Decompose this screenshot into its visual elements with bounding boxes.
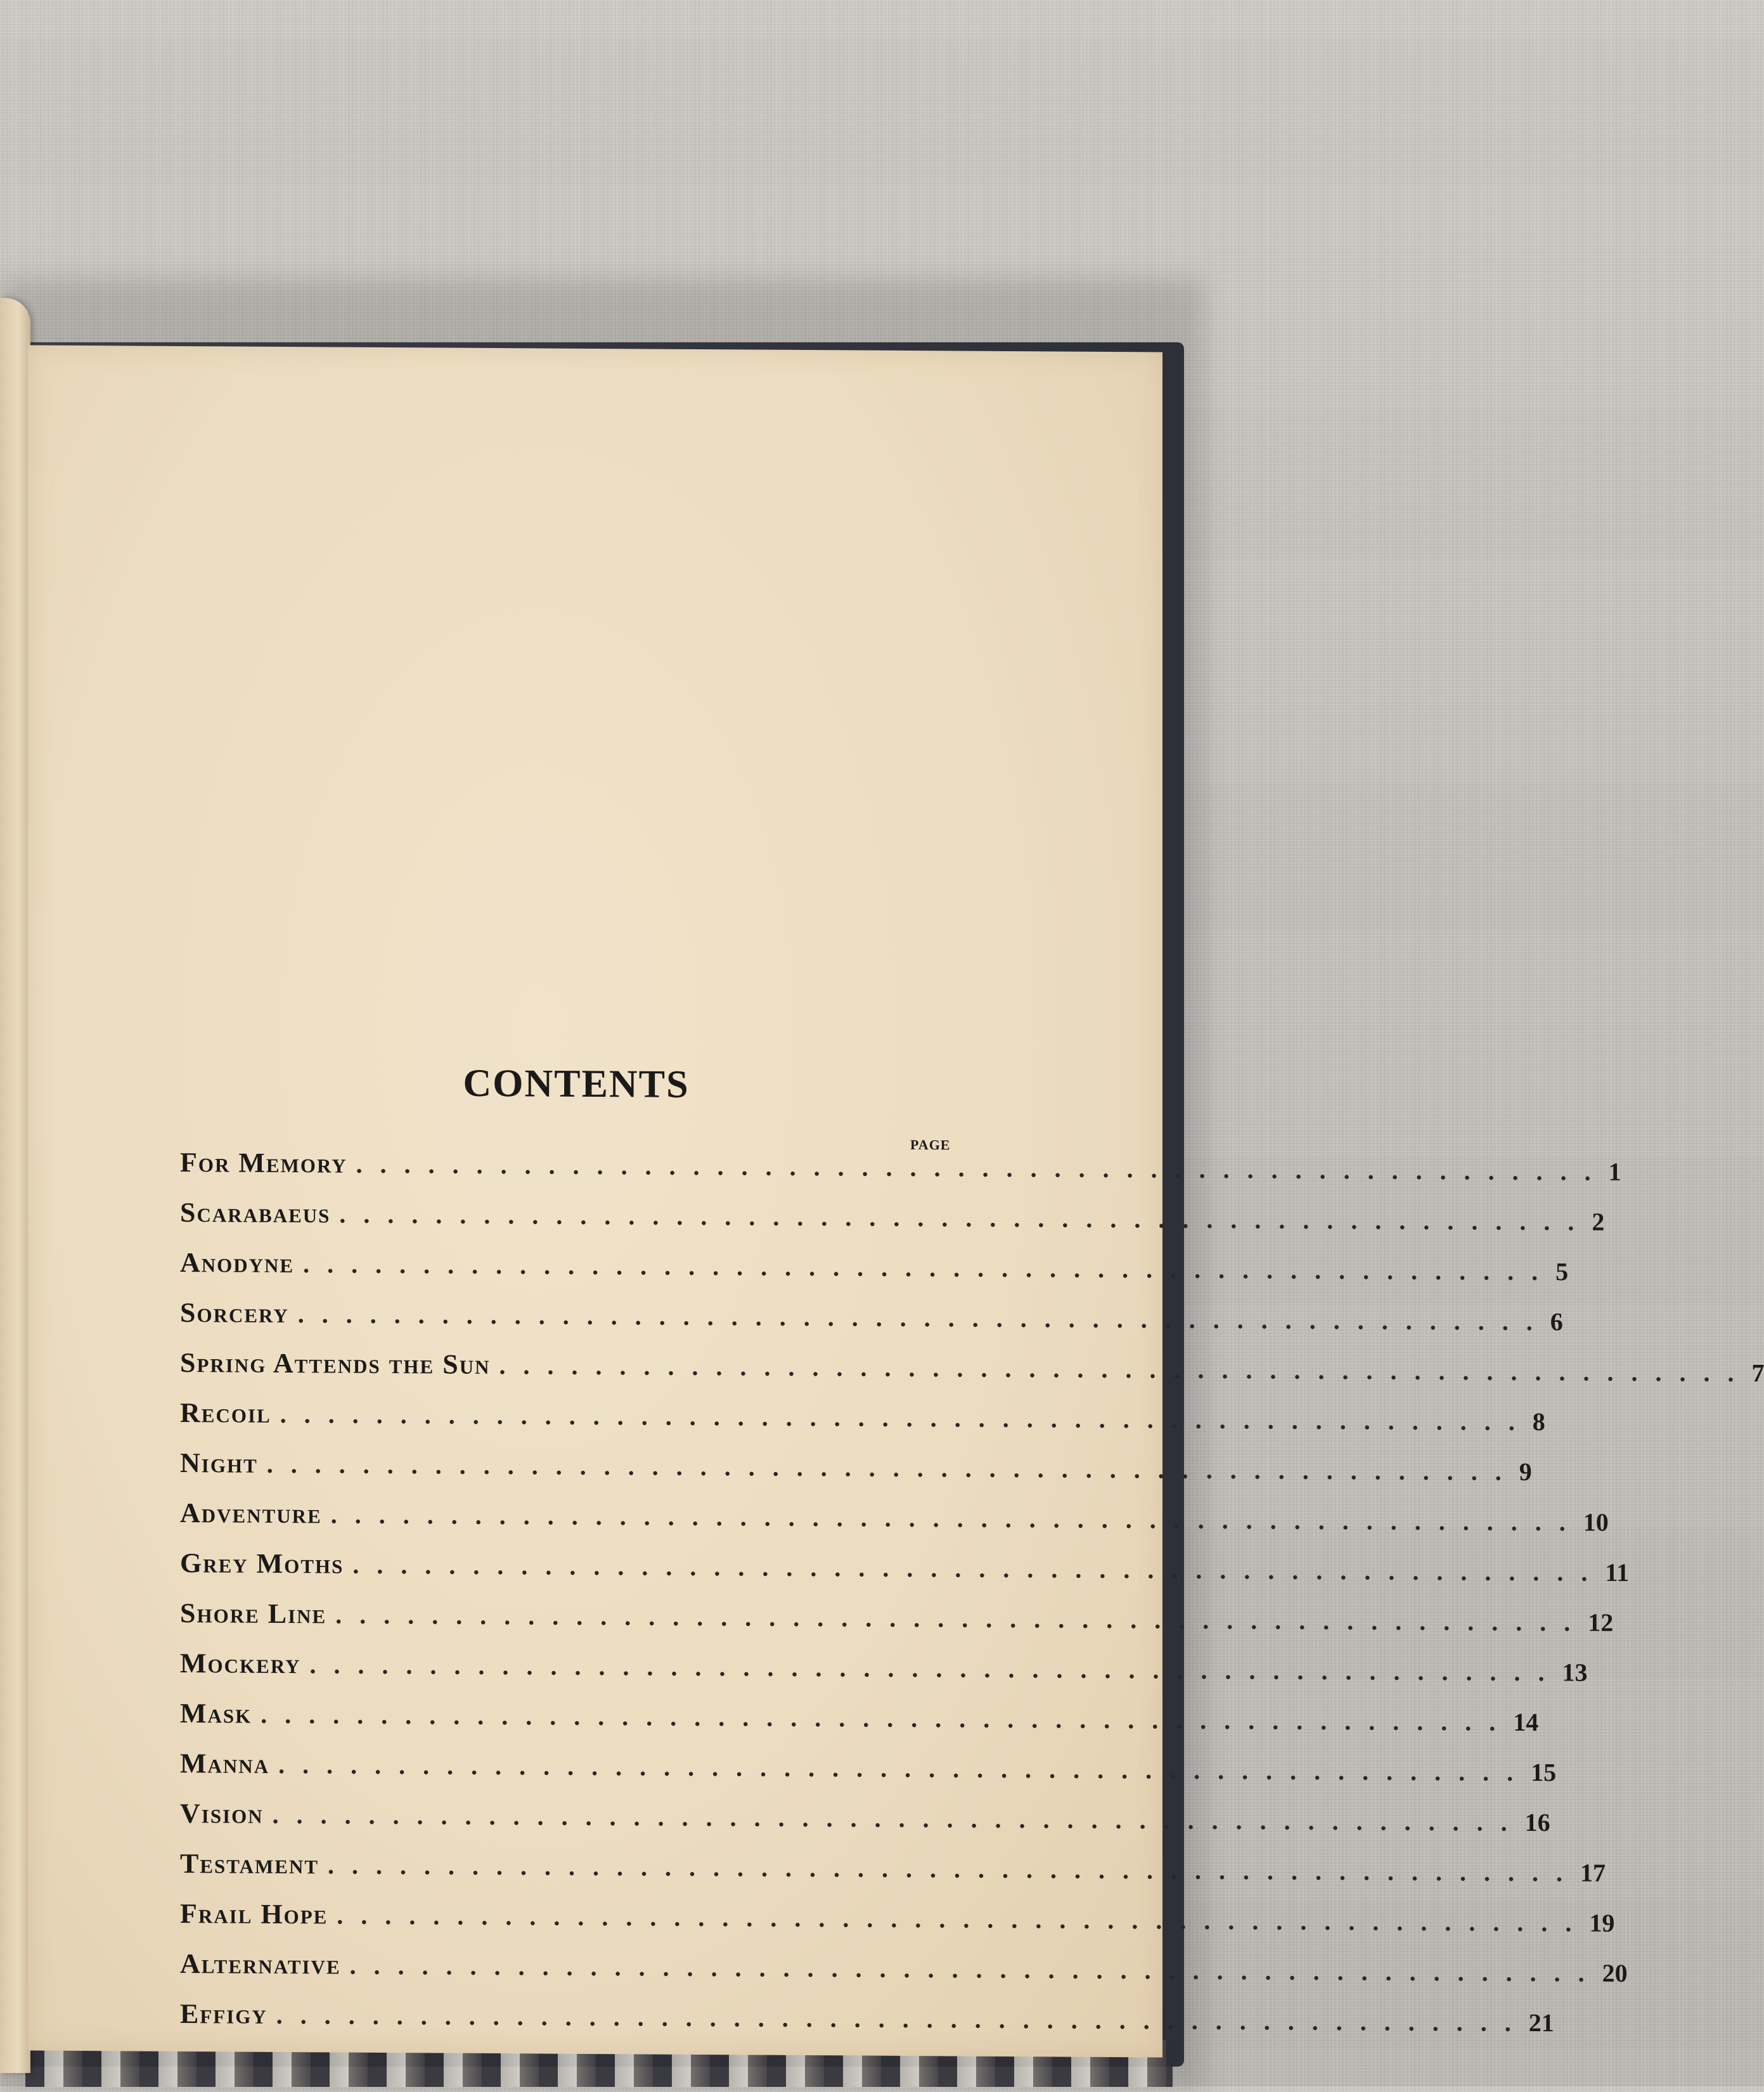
toc-entry-page: 2 xyxy=(1592,1207,1605,1236)
toc-entry-title: Frail Hope xyxy=(180,1897,328,1930)
dot-leader: .................................................... xyxy=(335,1600,1588,1637)
dot-leader: .................................................... xyxy=(309,1650,1562,1687)
toc-entry xyxy=(180,1897,1615,1953)
toc-entry-title: Night xyxy=(180,1447,258,1479)
toc-entry-title: Anodyne xyxy=(180,1246,295,1279)
book-page xyxy=(28,345,1764,2058)
dot-leader: .................................................... xyxy=(339,1199,1592,1236)
toc-entry xyxy=(180,1547,1630,1602)
toc-entry-title: Spring Attends the Sun xyxy=(180,1346,491,1380)
toc-entry-page: 16 xyxy=(1524,1807,1550,1837)
toc-entry-page: 5 xyxy=(1555,1257,1569,1286)
toc-entry xyxy=(180,1947,1628,2003)
toc-entry xyxy=(180,1797,1550,1852)
toc-entry-title: Mask xyxy=(180,1697,252,1729)
toc-entry-page: 21 xyxy=(1528,2008,1554,2037)
toc-entry-title: Effigy xyxy=(180,1998,267,2030)
contents-heading: CONTENTS xyxy=(463,1061,690,1106)
toc-entry-page: 9 xyxy=(1519,1457,1532,1487)
toc-entry xyxy=(180,1697,1539,1752)
dot-leader: .................................................... xyxy=(328,1850,1581,1887)
toc-entry-title: Alternative xyxy=(180,1947,341,1980)
toc-entry xyxy=(180,1246,1569,1301)
toc-entry-page: 14 xyxy=(1513,1707,1539,1737)
toc-entry-title: Mockery xyxy=(180,1647,301,1680)
toc-entry-title: Shore Line xyxy=(180,1597,327,1630)
toc-entry xyxy=(180,1747,1557,1802)
toc-entry-page: 7 xyxy=(1751,1359,1764,1388)
toc-entry xyxy=(180,1296,1563,1352)
toc-entry-page: 17 xyxy=(1580,1858,1606,1887)
toc-entry xyxy=(180,1998,1554,2053)
toc-entry-title: For Memory xyxy=(180,1146,347,1179)
toc-entry-page: 19 xyxy=(1589,1908,1615,1937)
toc-entry xyxy=(180,1196,1605,1251)
dot-leader: .................................................... xyxy=(272,1800,1525,1837)
toc-entry-title: Manna xyxy=(180,1747,270,1779)
dot-leader: .................................................... xyxy=(280,1399,1533,1437)
toc-entry-page: 12 xyxy=(1588,1608,1614,1637)
dot-leader: .................................................... xyxy=(356,1149,1609,1186)
dot-leader: .................................................... xyxy=(297,1300,1550,1336)
dot-leader: .................................................... xyxy=(303,1249,1556,1286)
toc-entry-page: 8 xyxy=(1532,1407,1545,1437)
dot-leader: .................................................... xyxy=(266,1449,1519,1486)
dot-leader: .................................................... xyxy=(337,1901,1590,1937)
toc-entry-page: 10 xyxy=(1583,1508,1609,1537)
toc-entry xyxy=(180,1447,1532,1502)
toc-entry xyxy=(180,1397,1545,1452)
table-of-contents xyxy=(180,1146,1764,2053)
dot-leader: .................................................... xyxy=(261,1700,1514,1736)
toc-entry-title: Grey Moths xyxy=(180,1547,344,1580)
dot-leader: .................................................... xyxy=(349,1951,1602,1987)
toc-entry-page: 15 xyxy=(1531,1758,1557,1787)
toc-entry-page: 1 xyxy=(1608,1157,1621,1186)
toc-entry-page: 20 xyxy=(1602,1958,1628,1987)
toc-entry-page: 13 xyxy=(1562,1658,1588,1687)
toc-entry-page: 6 xyxy=(1550,1307,1563,1336)
toc-entry-title: Recoil xyxy=(180,1397,271,1429)
page-column-label: PAGE xyxy=(910,1137,951,1153)
toc-entry xyxy=(180,1847,1606,1902)
toc-entry xyxy=(180,1497,1609,1552)
dot-leader: .................................................... xyxy=(352,1550,1606,1587)
toc-entry-title: Vision xyxy=(180,1797,264,1830)
toc-entry-title: Scarabaeus xyxy=(180,1196,331,1229)
toc-entry xyxy=(180,1346,1764,1402)
dot-leader: .................................................... xyxy=(330,1500,1583,1537)
toc-entry-title: Testament xyxy=(180,1847,319,1880)
toc-entry-title: Sorcery xyxy=(180,1296,289,1329)
dot-leader: .................................................... xyxy=(499,1351,1752,1388)
toc-entry xyxy=(180,1597,1614,1652)
toc-entry-title: Adventure xyxy=(180,1497,322,1530)
toc-entry xyxy=(180,1146,1621,1201)
left-page-edge xyxy=(0,298,30,2073)
toc-entry-page: 11 xyxy=(1605,1558,1630,1587)
dot-leader: .................................................... xyxy=(278,1750,1531,1787)
toc-entry xyxy=(180,1647,1588,1702)
dot-leader: .................................................... xyxy=(276,2000,1529,2037)
